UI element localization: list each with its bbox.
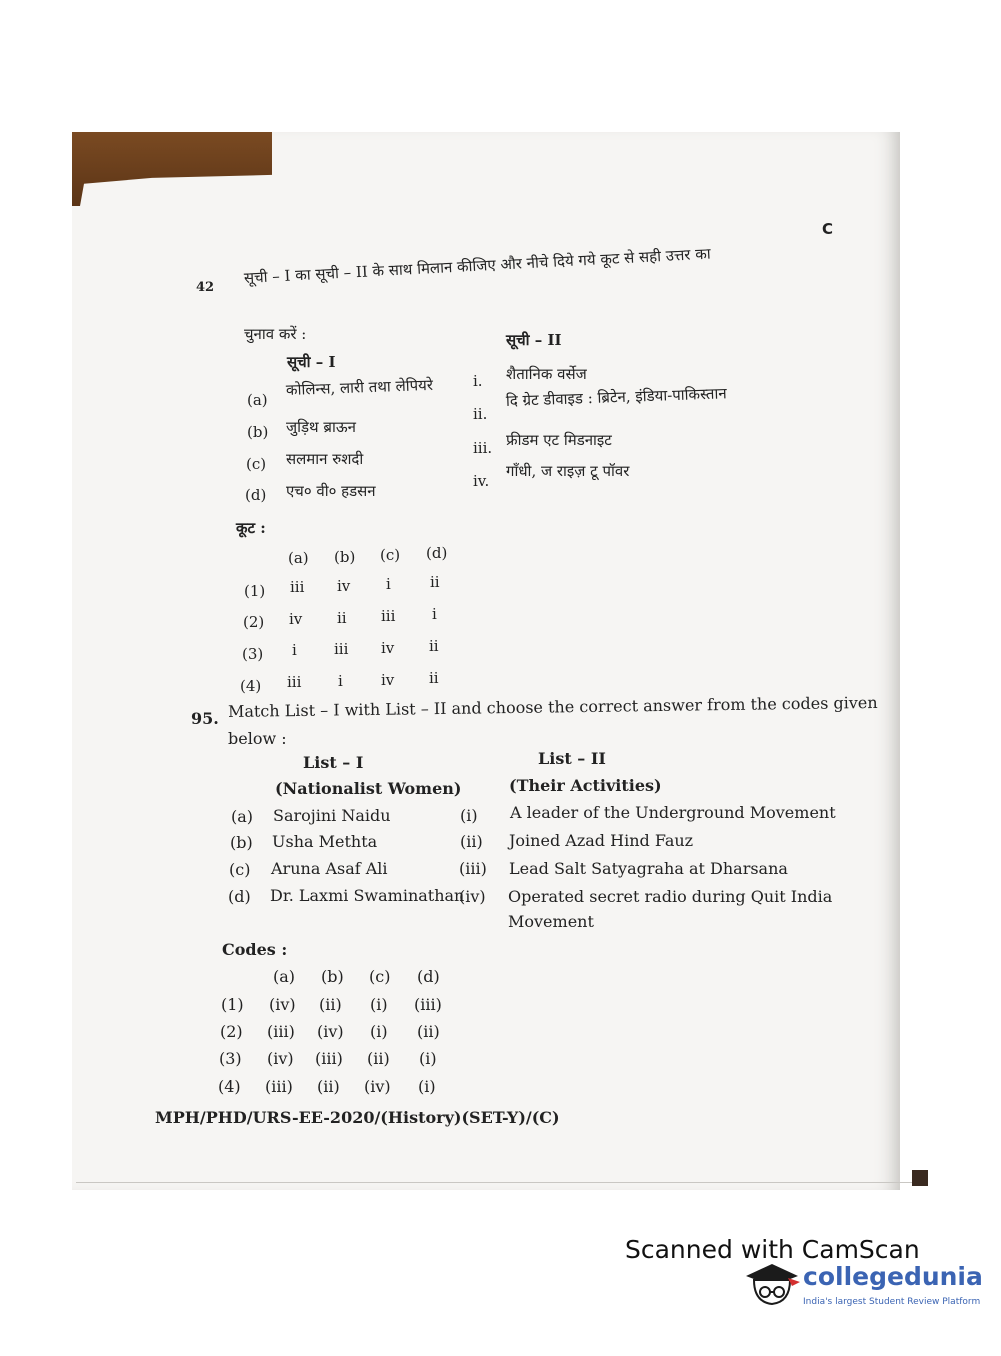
q94-list2-title: सूची – II — [506, 331, 562, 349]
q95-code-option: (3) — [219, 1049, 242, 1068]
q94-list2-text: फ्रीडम एट मिडनाइट — [506, 431, 612, 449]
q95-list2-label: (iv) — [459, 887, 486, 906]
q95-list1-title: List – I — [303, 753, 364, 772]
q95-codes-header: (d) — [417, 967, 440, 986]
q94-code-value: i — [386, 575, 391, 593]
q94-list1-text: जुड़िथ ब्राऊन — [286, 418, 356, 436]
q94-code-value: iv — [337, 577, 351, 595]
q94-list1-label: (b) — [247, 423, 269, 441]
footer-paper-code: MPH/PHD/URS-EE-2020/(History)(SET-Y)/(C) — [155, 1108, 560, 1127]
q95-list2-title: List – II — [538, 749, 606, 768]
q95-codes-header: (c) — [369, 967, 391, 986]
q95-codes-title: Codes : — [222, 940, 288, 959]
q95-list1-subtitle: (Nationalist Women) — [275, 779, 462, 798]
page-bottom-rule — [76, 1182, 928, 1183]
q94-list2-text: दि ग्रेट डीवाइड : ब्रिटेन, इंडिया-पाकिस्तान — [505, 384, 727, 410]
q95-list2-label: (iii) — [459, 859, 487, 878]
q95-code-value: (i) — [419, 1049, 437, 1068]
q95-list1-label: (d) — [228, 887, 251, 906]
q94-code-option: (3) — [242, 645, 264, 663]
q95-code-value: (i) — [370, 1022, 388, 1041]
q95-list2-text: Operated secret radio during Quit India — [508, 887, 833, 906]
q95-list2-text: Joined Azad Hind Fauz — [509, 831, 694, 850]
q94-code-value: iv — [381, 671, 395, 689]
q94-code-option: (4) — [240, 677, 262, 695]
q94-list2-label: iv. — [473, 472, 490, 490]
q95-code-value: (iv) — [317, 1022, 344, 1041]
collegedunia-logo-text: collegedunia — [803, 1262, 983, 1291]
q95-code-value: (iv) — [364, 1077, 391, 1096]
q95-list1-text: Sarojini Naidu — [273, 806, 391, 825]
q95-list1-label: (b) — [230, 833, 253, 852]
q95-code-value: (iv) — [269, 995, 296, 1014]
q95-list2-text: A leader of the Underground Movement — [510, 803, 836, 822]
q94-stem-line1: सूची – I का सूची – II के साथ मिलान कीजिए और नीचे दिये गये कूट से सही उत्तर का — [243, 244, 712, 287]
q95-codes-header: (a) — [273, 967, 296, 986]
q94-code-value: iii — [334, 640, 349, 658]
q95-code-value: (i) — [418, 1077, 436, 1096]
q95-code-value: (ii) — [367, 1049, 390, 1068]
q94-code-value: i — [338, 672, 343, 690]
q94-list1-title: सूची – I — [287, 353, 336, 371]
q94-list2-text: गाँधी, ज राइज़ टू पॉवर — [506, 462, 630, 480]
q94-stem-line2: चुनाव करें : — [244, 325, 307, 343]
q94-code-value: iii — [381, 607, 396, 625]
q95-code-option: (2) — [220, 1022, 243, 1041]
graduate-mascot-icon — [742, 1258, 802, 1310]
collegedunia-tagline: India's largest Student Review Platform — [803, 1297, 981, 1307]
q95-list1-label: (a) — [231, 807, 254, 826]
q94-code-option: (1) — [244, 582, 266, 600]
q95-list2-text: Lead Salt Satyagraha at Dharsana — [509, 859, 788, 878]
q95-code-value: (ii) — [319, 995, 342, 1014]
q95-list1-text: Dr. Laxmi Swaminathan — [270, 886, 465, 905]
q94-code-value: i — [292, 641, 297, 659]
q95-code-option: (4) — [218, 1077, 241, 1096]
q94-code-value: i — [432, 605, 437, 623]
q95-stem-line2: below : — [228, 729, 287, 748]
q94-code-value: ii — [430, 573, 440, 591]
q94-list2-label: iii. — [473, 439, 493, 457]
q95-list2-label: (i) — [460, 806, 478, 825]
q94-list1-text: कोलिन्स, लारी तथा लेपियरे — [285, 375, 434, 399]
q94-code-value: iv — [381, 639, 395, 657]
q94-codes-header: (b) — [334, 548, 356, 566]
q94-list1-text: सलमान रुशदी — [286, 450, 364, 468]
q94-code-option: (2) — [243, 613, 265, 631]
set-letter: C — [822, 220, 834, 238]
q94-code-value: iii — [287, 673, 302, 691]
q94-list2-label: i. — [473, 372, 483, 390]
q95-list1-label: (c) — [229, 860, 251, 879]
q94-list1-text: एच० वी० हडसन — [286, 482, 376, 500]
q94-code-value: iii — [290, 578, 305, 596]
q95-code-value: (iii) — [315, 1049, 343, 1068]
q94-codes-header: (c) — [380, 546, 401, 564]
camscanner-watermark: Scanned with CamScan — [625, 1235, 920, 1264]
q95-code-value: (iii) — [265, 1077, 293, 1096]
q94-list2-label: ii. — [473, 405, 488, 423]
q94-list2-text: शैतानिक वर्सेज — [506, 365, 587, 383]
q95-codes-header: (b) — [321, 967, 344, 986]
corner-mark — [912, 1170, 928, 1186]
q95-list2-subtitle: (Their Activities) — [509, 776, 662, 795]
q94-list1-label: (a) — [247, 391, 268, 409]
q95-list2-text-continued: Movement — [508, 912, 594, 931]
q95-list2-label: (ii) — [460, 832, 483, 851]
q94-codes-title: कूट : — [236, 519, 266, 537]
q95-stem-line1: Match List – I with List – II and choose the correct answer from the codes given — [227, 692, 878, 721]
q94-code-value: ii — [337, 609, 347, 627]
q94-code-value: iv — [289, 610, 303, 628]
q95-code-value: (iv) — [267, 1049, 294, 1068]
q95-code-option: (1) — [221, 995, 244, 1014]
q94-codes-header: (d) — [426, 544, 448, 562]
q94-list1-label: (d) — [245, 486, 267, 504]
q95-code-value: (ii) — [417, 1022, 440, 1041]
q94-code-value: ii — [429, 637, 439, 655]
q95-code-value: (iii) — [414, 995, 442, 1014]
q95-list1-text: Aruna Asaf Ali — [271, 859, 388, 878]
q94-codes-header: (a) — [288, 549, 309, 567]
q95-number: 95. — [191, 709, 219, 728]
page-number: 42 — [196, 280, 215, 295]
q95-code-value: (i) — [370, 995, 388, 1014]
q94-list1-label: (c) — [246, 455, 267, 473]
q95-list1-text: Usha Methta — [272, 832, 378, 851]
q95-code-value: (ii) — [317, 1077, 340, 1096]
q94-code-value: ii — [429, 669, 439, 687]
q95-code-value: (iii) — [267, 1022, 295, 1041]
